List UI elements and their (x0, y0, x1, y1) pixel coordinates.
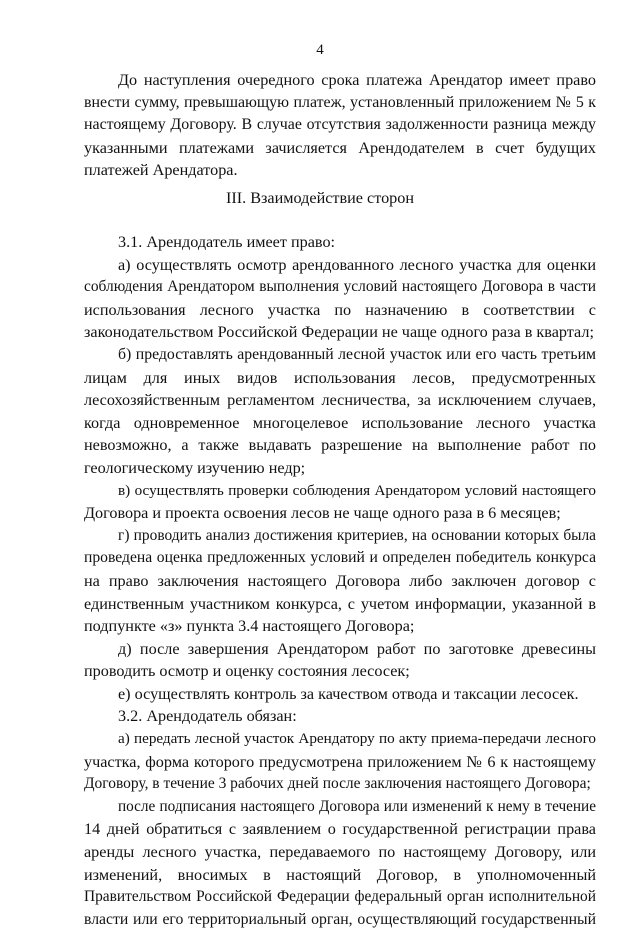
text-line: на право заключения настоящего Договора либо заключен договор с (84, 571, 596, 590)
text-line: До наступления очередного срока платежа Арендатор имеет право (118, 71, 596, 89)
text-line: подпункте «з» пункта 3.4 настоящего Договора; (84, 617, 415, 636)
text-line: 3.2. Арендодатель обязан: (118, 707, 297, 726)
text-line: после подписания настоящего Договора или изменений к нему в течение (118, 797, 596, 815)
text-line: указанными платежами зачисляется Арендодателем в счет будущих (84, 138, 596, 157)
text-line: невозможно, а также выдавать разрешение на выполнение работ по (84, 436, 596, 455)
text-line: 14 дней обратиться с заявлением о государственной регистрации права (84, 820, 596, 839)
text-line: лесохозяйственным регламентом лесничества, за исключением случаев, (84, 391, 596, 410)
text-line: власти или его территориальный орган, осуществляющий государственный (84, 910, 596, 928)
text-line: е) осуществлять контроль за качеством отвода и таксации лесосек. (118, 684, 579, 703)
paragraph-early-payment (84, 69, 596, 182)
text-line: соблюдения Арендатором выполнения условий настоящего Договора в части (84, 278, 596, 296)
text-line: б) предоставлять арендованный лесной участок или его часть третьим (118, 345, 596, 363)
text-line: когда одновременное многоцелевое использование лесного участка (84, 413, 596, 432)
text-line: изменений, вносимых в настоящий Договор, в уполномоченный (84, 865, 596, 884)
section-body (84, 231, 596, 931)
text-line: д) после завершения Арендатором работ по заготовке древесины (118, 639, 596, 658)
text-line: законодательством Российской Федерации не чаще одного раза в квартал; (84, 323, 594, 342)
text-line: геологическому изучению недр; (84, 458, 306, 477)
text-line: 3.1. Арендодатель имеет право: (118, 233, 336, 251)
text-line: настоящему Договору. В случае отсутствия задолженности разница между (84, 116, 596, 134)
text-line: единственным участником конкурса, с учетом информации, указанной в (84, 594, 596, 613)
text-line: проведена оценка предложенных условий и определен победитель конкурса (84, 549, 596, 567)
text-line: а) осуществлять осмотр арендованного лесного участка для оценки (118, 255, 596, 274)
text-line: Договора и проекта освоения лесов не чаще одного раза в 6 месяцев; (84, 504, 561, 523)
text-line: аренды лесного участка, передаваемого по настоящему Договору, или (84, 843, 596, 862)
text-line: г) проводить анализ достижения критериев, на основании которых была (118, 526, 596, 544)
section-heading: III. Взаимодействие сторон (225, 189, 415, 207)
text-line: проводить осмотр и оценку состояния лесосек; (84, 662, 410, 681)
text-line: использования лесного участка по назначению в соответствии с (84, 300, 596, 319)
text-line: лицам для иных видов использования лесов, предусмотренных (84, 368, 596, 387)
text-line: а) передать лесной участок Арендатору по акту приема-передачи лесного (118, 730, 596, 748)
text-line: платежей Арендатора. (84, 161, 238, 180)
text-line: внести сумму, превышающую платеж, установленный приложением № 5 к (84, 93, 596, 111)
text-line: Правительством Российской Федерации федеральный орган исполнительной (84, 888, 596, 906)
text-line: Договору, в течение 3 рабочих дней после заключения настоящего Договора; (84, 775, 591, 793)
page-number: 4 (316, 42, 324, 58)
text-line: участка, форма которого предусмотрена приложением № 6 к настоящему (84, 752, 596, 771)
text-line: в) осуществлять проверки соблюдения Арендатором условий настоящего (118, 481, 596, 499)
